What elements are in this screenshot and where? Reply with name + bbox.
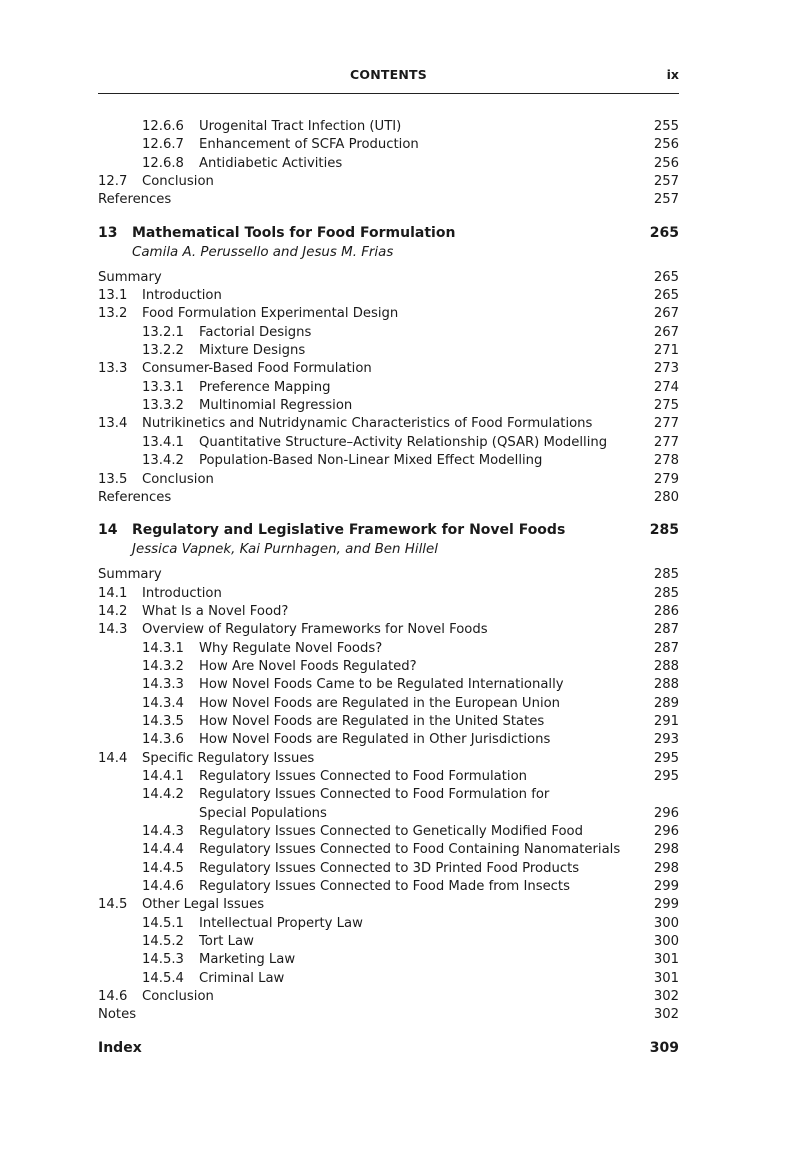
entry-number: 13.4.1 [142,434,184,450]
entry-page: 267 [653,324,679,340]
entry-page: 299 [653,879,679,895]
entry-number: 14.2 [98,603,128,619]
entry-title: Enhancement of SCFA Production [199,137,419,153]
entry-title: Regulatory Issues Connected to Food Formulation for [199,787,550,803]
entry-number: 14.5.3 [142,952,184,968]
entry-page: 275 [653,398,679,414]
entry-page: 291 [653,713,679,729]
entry-number: 14.3.2 [142,658,184,674]
entry-title: Intellectual Property Law [199,915,363,931]
entry-page: 300 [653,934,679,950]
entry-title: Overview of Regulatory Frameworks for Novel Foods [142,622,488,638]
entry-page: 256 [653,155,679,171]
entry-page: 302 [653,1007,679,1023]
entry-number: 14.5 [98,897,128,913]
entry-page: 273 [653,361,679,377]
page-number: ix [666,67,679,82]
entry-page: 287 [653,640,679,656]
entry-page: 298 [653,842,679,858]
entry-page: 278 [653,453,679,469]
entry-page: 267 [653,306,679,322]
entry-page: 256 [653,137,679,153]
entry-page: 302 [653,989,679,1005]
entry-number: 14.4.5 [142,860,184,876]
entry-page: 288 [653,677,679,693]
entry-number: 13.2.2 [142,343,184,359]
chapter-authors: Camila A. Perussello and Jesus M. Frias [132,244,394,260]
chapter-page: 265 [649,224,679,241]
entry-title: Other Legal Issues [142,897,265,913]
entry-page: 274 [653,379,679,395]
entry-page: 296 [653,805,679,821]
entry-page: 288 [653,658,679,674]
entry-title: Summary [98,269,162,285]
entry-number: 14.4.3 [142,824,184,839]
toc-entry [98,860,679,878]
toc-entry [98,768,679,786]
entry-title: Notes [98,1007,137,1023]
chapter-number: 14 [98,522,118,539]
entry-title: Introduction [142,288,222,304]
toc-entry [98,397,679,415]
entry-number: 13.4.2 [142,453,184,469]
entry-title: Conclusion [142,174,214,190]
entry-page: 298 [653,860,679,876]
entry-title: Urogenital Tract Infection (UTI) [199,119,402,134]
entry-title: What Is a Novel Food? [142,603,289,619]
entry-title: Consumer-Based Food Formulation [142,361,372,377]
entry-number: 12.6.8 [142,155,184,171]
entry-title: Preference Mapping [199,379,331,395]
toc-entry [98,823,679,841]
toc-entry [98,750,679,768]
entry-page: 301 [653,970,679,986]
entry-title: Regulatory Issues Connected to Food Containing Nanomaterials [199,842,621,858]
toc-entry [98,415,679,433]
toc-entry [98,342,679,360]
toc-entry [98,1006,679,1024]
toc-entry [98,933,679,951]
toc-entry [98,287,679,305]
entry-title: How Novel Foods are Regulated in the United States [199,713,545,729]
chapter-page: 285 [649,522,679,539]
entry-number: 13.1 [98,288,128,304]
toc-entry [98,489,679,507]
entry-title: Regulatory Issues Connected to Genetically Modified Food [199,824,583,839]
chapter-heading [98,223,679,243]
entry-title: Conclusion [142,989,214,1005]
toc-entry [98,713,679,731]
entry-page: 287 [653,622,679,638]
running-title: CONTENTS [350,67,427,82]
toc-entry [98,173,679,191]
chapter-number: 13 [98,224,118,241]
entry-number: 14.1 [98,585,128,601]
toc-entry [98,676,679,694]
entry-number: 14.5.2 [142,934,184,950]
toc-entry [98,878,679,896]
toc-entry [98,731,679,749]
entry-page: 295 [653,750,679,766]
entry-title: Criminal Law [199,970,285,986]
entry-page: 280 [653,489,679,505]
entry-number: 14.3.4 [142,695,184,711]
entry-title: Summary [98,567,162,583]
chapter-title: Regulatory and Legislative Framework for Novel Foods [132,522,566,539]
spacer [98,559,679,566]
toc-entry [98,324,679,342]
entry-number: 14.4.1 [142,768,184,784]
toc-entry [98,970,679,988]
entry-page: 301 [653,952,679,968]
entry-title: How Novel Foods are Regulated in Other Jurisdictions [199,732,551,748]
entry-number: 14.5.4 [142,970,184,986]
entry-title: Antidiabetic Activities [199,155,343,171]
toc-entry [98,379,679,397]
entry-title: Nutrikinetics and Nutridynamic Characteristics of Food Formulations [142,416,593,432]
entry-title: How Are Novel Foods Regulated? [199,658,417,674]
entry-page: 296 [653,824,679,839]
entry-number: 13.3.1 [142,379,184,395]
spacer [98,507,679,520]
entry-page: 285 [653,585,679,601]
toc-entry [98,988,679,1006]
entry-number: 13.5 [98,471,128,487]
toc-entry [98,951,679,969]
toc-entry [98,603,679,621]
entry-page: 265 [653,269,679,285]
entry-title: How Novel Foods Came to be Regulated Internationally [199,677,564,693]
index-entry [98,1038,679,1058]
entry-number: 14.3 [98,622,128,638]
index-title: Index [98,1039,142,1056]
spacer [98,1025,679,1038]
entry-title: Conclusion [142,471,214,487]
toc-entry [98,452,679,470]
entry-number: 13.4 [98,416,128,432]
toc-entry [98,896,679,914]
entry-page: 293 [653,732,679,748]
toc-entry [98,585,679,603]
entry-number: 12.7 [98,174,128,190]
entry-page: 295 [653,768,679,784]
entry-title: Regulatory Issues Connected to Food Formulation [199,768,528,784]
index-page: 309 [649,1039,679,1056]
spacer [98,262,679,269]
entry-page: 271 [653,343,679,359]
entry-page: 277 [653,434,679,450]
toc-entry [98,621,679,639]
toc-entry [98,118,679,136]
entry-number: 14.6 [98,989,128,1005]
entry-number: 14.3.1 [142,640,184,656]
entry-number: 13.3.2 [142,398,184,414]
entry-title: Tort Law [199,934,254,950]
entry-title: Marketing Law [199,952,296,968]
entry-title: Multinomial Regression [199,398,353,414]
entry-title: Quantitative Structure–Activity Relationship (QSAR) Modelling [199,434,608,450]
entry-page: 257 [653,192,679,208]
entry-page: 277 [653,416,679,432]
entry-number: 12.6.6 [142,119,184,134]
toc-entry [98,566,679,584]
entry-page: 279 [653,471,679,487]
entry-title: Specific Regulatory Issues [142,750,315,766]
toc-entry [98,915,679,933]
entry-title: Regulatory Issues Connected to Food Made from Insects [199,879,570,895]
running-header [98,67,679,94]
entry-title: Regulatory Issues Connected to 3D Printed Food Products [199,860,580,876]
toc-entry [98,136,679,154]
entry-title: Special Populations [199,805,327,821]
entry-number: 13.2.1 [142,324,184,340]
chapter-heading [98,520,679,540]
entry-title: Introduction [142,585,222,601]
toc-entry [98,640,679,658]
entry-number: 14.3.5 [142,713,184,729]
toc-entry [98,471,679,489]
entry-title: References [98,192,172,208]
entry-page: 265 [653,288,679,304]
toc-entry [98,786,679,804]
entry-page: 286 [653,603,679,619]
toc-entry [98,360,679,378]
entry-number: 14.4.6 [142,879,184,895]
entry-page: 300 [653,915,679,931]
entry-number: 14.5.1 [142,915,184,931]
toc-entry [98,269,679,287]
entry-title: Population-Based Non-Linear Mixed Effect Modelling [199,453,543,469]
toc-entry [98,658,679,676]
entry-title: Food Formulation Experimental Design [142,306,399,322]
entry-number: 13.2 [98,306,128,322]
chapter-title: Mathematical Tools for Food Formulation [132,224,456,241]
toc-entry [98,805,679,823]
entry-number: 13.3 [98,361,128,377]
entry-page: 257 [653,174,679,190]
entry-title: Mixture Designs [199,343,306,359]
entry-page: 285 [653,567,679,583]
toc-entry [98,434,679,452]
entry-page: 255 [653,119,679,134]
spacer [98,210,679,223]
entry-number: 14.3.3 [142,677,184,693]
table-of-contents [98,118,679,1058]
entry-title: References [98,489,172,505]
entry-number: 14.4.4 [142,842,184,858]
toc-entry [98,155,679,173]
entry-number: 14.4 [98,750,128,766]
chapter-authors: Jessica Vapnek, Kai Purnhagen, and Ben Hillel [132,542,438,558]
entry-page: 289 [653,695,679,711]
entry-title: Why Regulate Novel Foods? [199,640,383,656]
entry-number: 14.3.6 [142,732,184,748]
entry-number: 12.6.7 [142,137,184,153]
entry-title: How Novel Foods are Regulated in the European Union [199,695,561,711]
entry-title: Factorial Designs [199,324,312,340]
entry-page: 299 [653,897,679,913]
toc-entry [98,191,679,209]
toc-entry [98,305,679,323]
toc-entry [98,841,679,859]
entry-number: 14.4.2 [142,787,184,803]
toc-entry [98,695,679,713]
